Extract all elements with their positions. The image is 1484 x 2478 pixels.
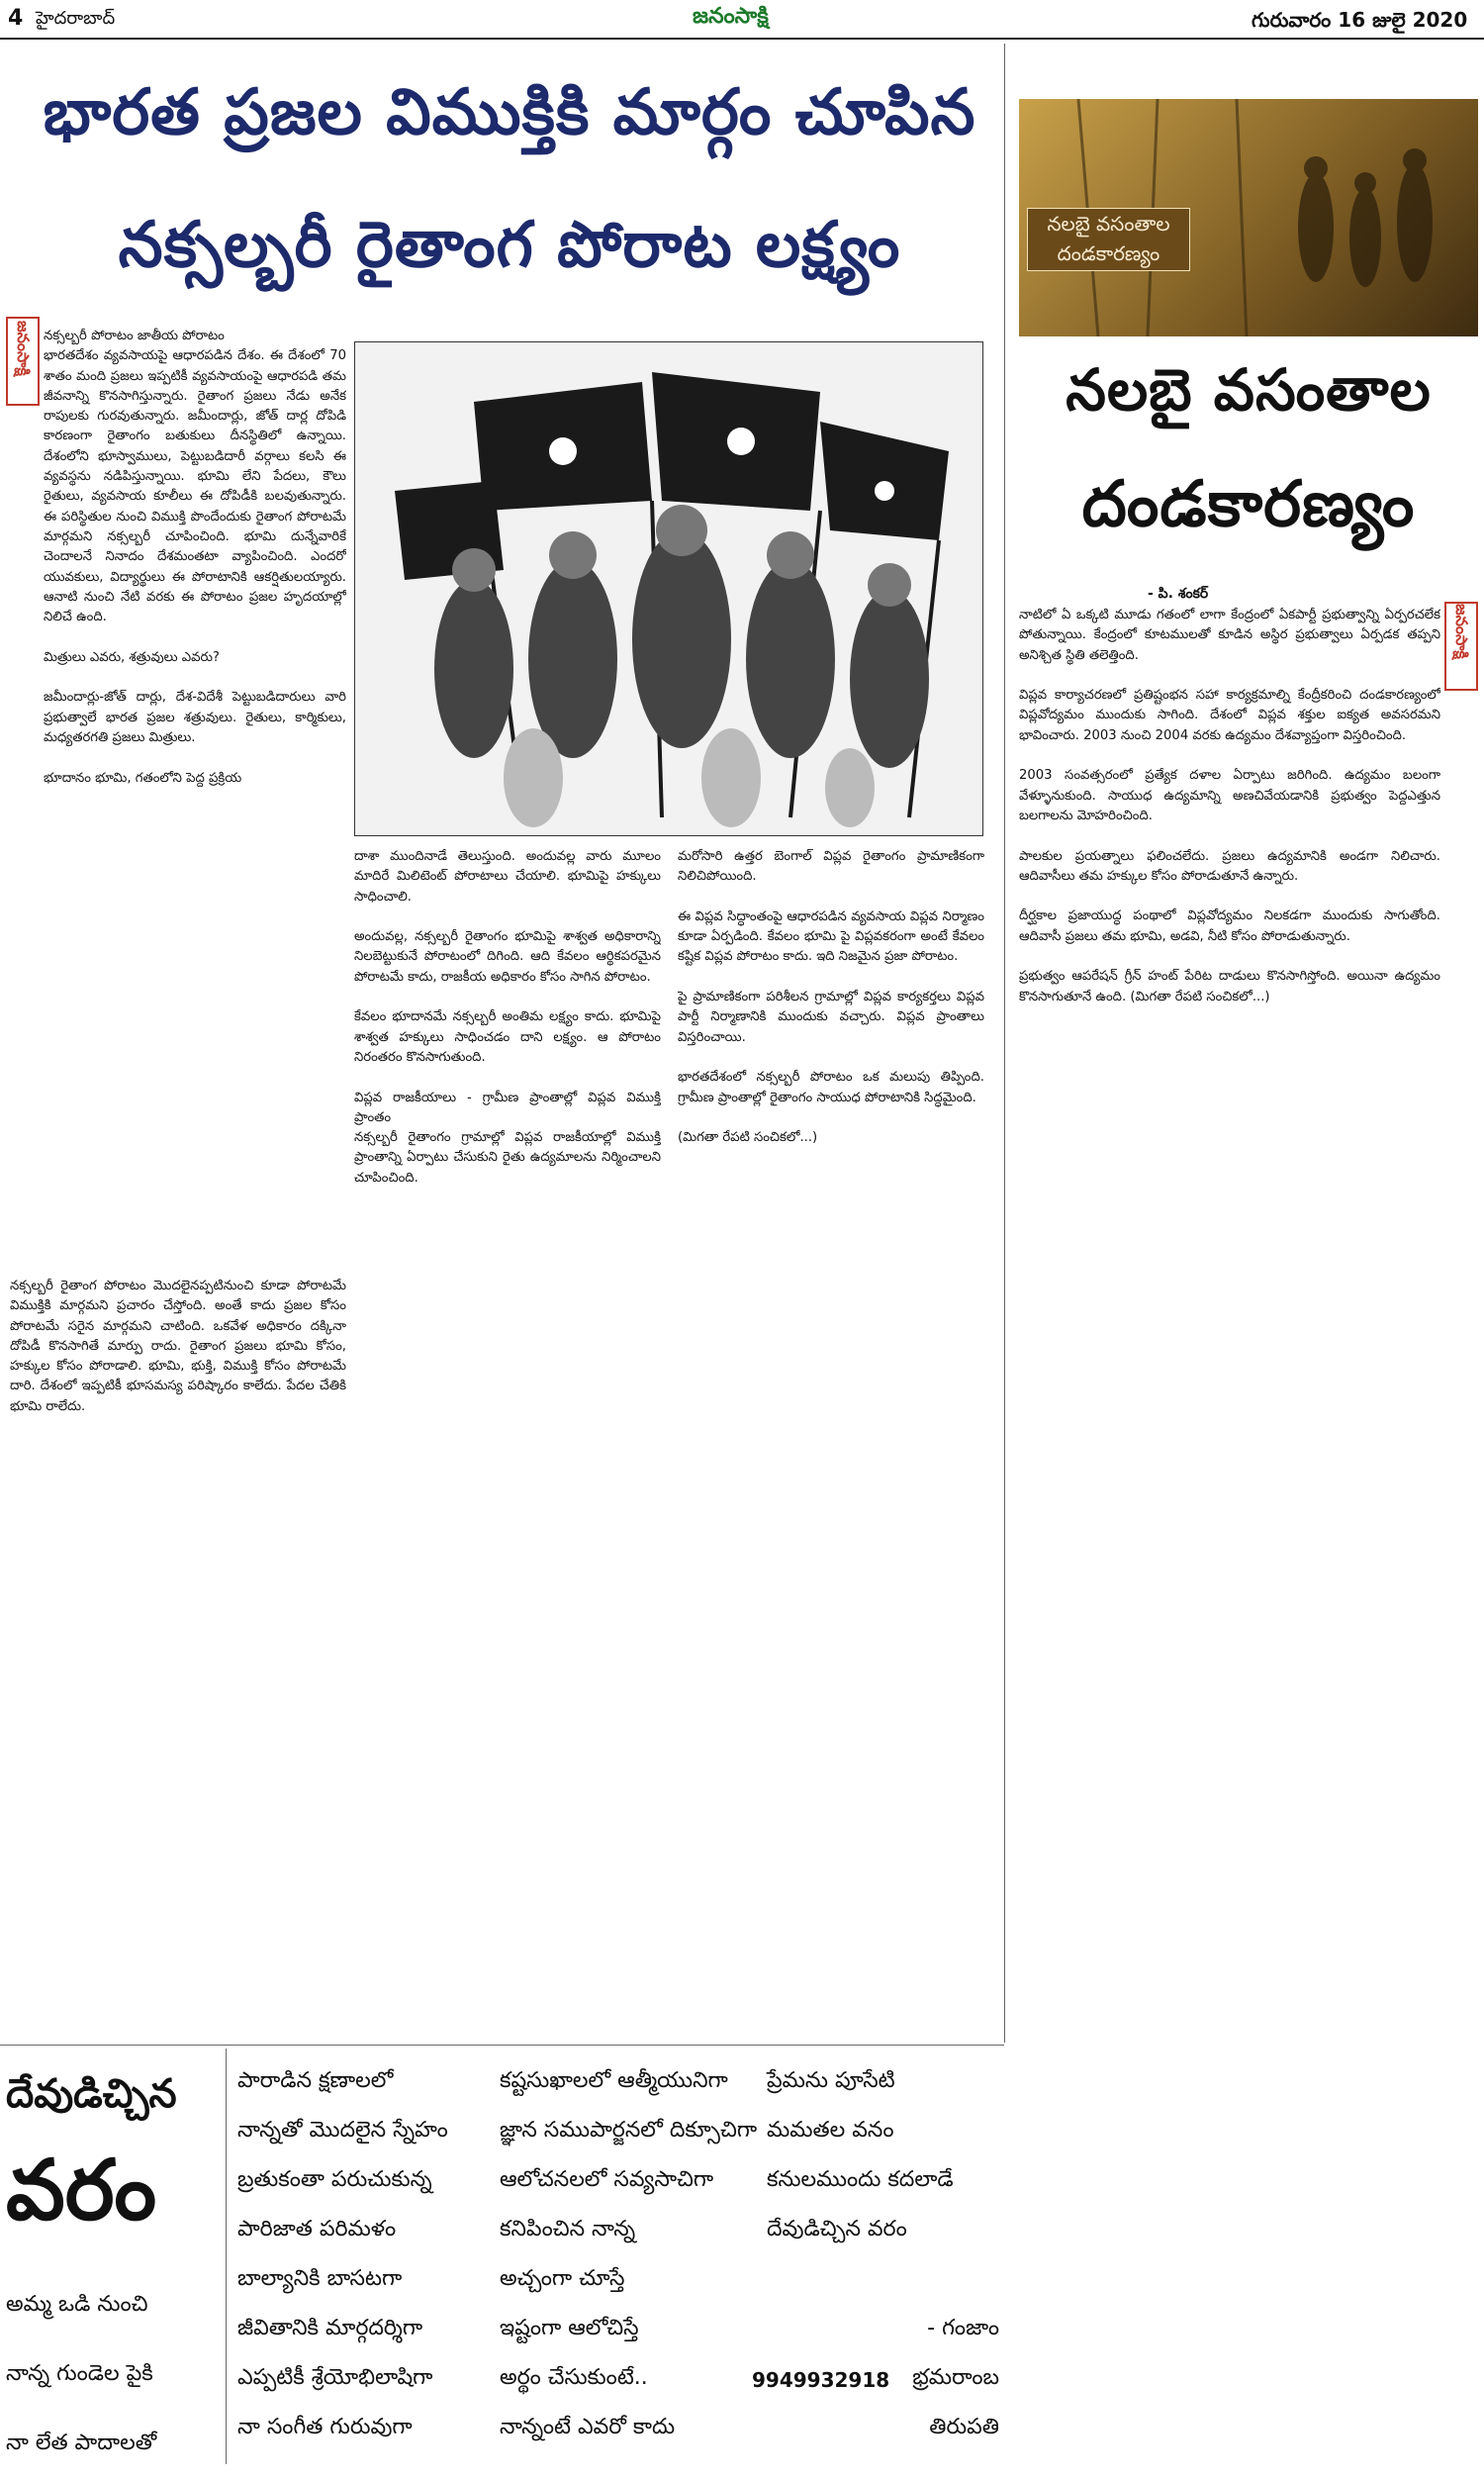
poem-line — [767, 2254, 999, 2304]
poem-line: మమతల వనం — [767, 2118, 894, 2143]
main-article-col1-bottom: నక్సల్బరీ రైతాంగ పోరాటం మొదలైనప్పటినుంచి కూడా పోరాటమే విముక్తికి మార్గమని ప్రచారం చేస్తోంది. అంతే కాదు ప్రజల కోసం పోరాటమే సరైన మార్గమని చాటింది. ఒకవేళ అధికారం దక్కినా దోపిడీ కొనసాగితే మార్పు రాదు. రైతాంగ ప్రజలు భూమి కోసం, హక్కుల కోసం పోరాడాలి. భూమి, భుక్తి, విముక్తి కోసం పోరాటమే దారి. దేశంలో ఇప్పటికీ భూసమస్య పరిష్కారం కాలేదు. పేదల చేతికి భూమి రాలేదు. — [10, 1279, 346, 1414]
side-article-body: నాటిలో ఏ ఒక్కటి మూడు గతంలో లాగా కేంద్రంలో ఏకపార్టీ ప్రభుత్వాన్ని ఏర్పరచలేక పోతున్నాయి. కేంద్రంలో కూటములతో కూడిన అస్థిర ప్రభుత్వాలు ఏర్పడక తప్పని అనిశ్చిత స్థితి తలెత్తింది. విప్లవ కార్యాచరణలో ప్రతిష్టంభన సహా కార్యక్రమాల్ని కేంద్రీకరించి దండకారణ్యంలో విప్లవోద్యమం ముందుకు సాగింది. దేశంలో విప్లవ శక్తుల ఐక్యత అవసరమని భావించారు. 2003 నుంచి 2004 వరకు ఉద్యమం దేశవ్యాప్తంగా విస్తరించింది. 2003 సంవత్సరంలో ప్రత్యేక దళాల ఏర్పాటు జరిగింది. ఉద్యమం బలంగా వేళ్ళూనుకుంది. సాయుధ ఉద్యమాన్ని అణచివేయడానికి ప్రభుత్వం పెద్దఎత్తున బలగాలను మోహరించింది. పాలకుల ప్రయత్నాలు ఫలించలేదు. ప్రజలు ఉద్యమానికి అండగా నిలిచారు. ఆదివాసీలు తమ హక్కుల కోసం పోరాడుతూనే ఉన్నారు. దీర్ఘకాల ప్రజాయుద్ధ పంథాలో విప్లవోద్యమం నిలకడగా ముందుకు సాగుతోంది. ఆదివాసీ ప్రజలు తమ భూమి, అడవి, నీటి కోసం పోరాడుతున్నారు. ప్రభుత్వం ఆపరేషన్ గ్రీన్ హంట్ పేరిట దాడులు కొనసాగిస్తోంది. అయినా ఉద్యమం కొనసాగుతూనే ఉంది. (మిగతా రేపటి సంచికలో...) — [1019, 608, 1440, 1004]
poem-line: అర్థం చేసుకుంటే.. — [500, 2365, 648, 2390]
poem-left-line: నాన్న గుండెల పైకి — [6, 2361, 153, 2386]
poem-line: జీవితానికి మార్గదర్శిగా — [237, 2316, 423, 2340]
poem-line: దేవుడిచ్చిన వరం — [767, 2217, 907, 2241]
banner-label-box — [1027, 208, 1190, 271]
poem-line: కష్టసుఖాలలో ఆత్మీయునిగా — [500, 2068, 728, 2093]
poem-line: బాల్యానికి బాసటగా — [237, 2266, 403, 2291]
dandakaranya-banner-image — [1019, 99, 1478, 336]
main-article-col3: మరోసారి ఉత్తర బెంగాల్ విప్లవ రైతాంగం ప్రామాణికంగా నిలిచిపోయింది. ఈ విప్లవ సిద్ధాంతంపై ఆధారపడిన వ్యవసాయ విప్లవ నిర్మాణం కూడా ఏర్పడింది. కేవలం భూమి పై విప్లవకరంగా అంటే కేవలం కష్టిక విప్లవ పోరాటం కాదు. ఇది నిజమైన ప్రజా పోరాటం. పై ప్రామాణికంగా పరిశీలన గ్రామాల్లో విప్లవ కార్యకర్తలు విప్లవ పార్టీ నిర్మాణానికి ముందుకు వచ్చారు. విప్లవ ప్రాంతాలు విస్తరించాయి. భారతదేశంలో నక్సల్బరీ పోరాటం ఒక మలుపు తిప్పింది. గ్రామీణ ప్రాంతాల్లో రైతాంగం సాయుధ పోరాటానికి సిద్ధమైంది. (మిగతా రేపటి సంచికలో...) — [678, 849, 984, 1146]
poem-line: ఇష్టంగా ఆలోచిస్తే — [500, 2316, 639, 2340]
main-headline-line2: నక్సల్బరీ రైతాంగ పోరాట లక్ష్యం — [118, 209, 901, 282]
poem-col2 — [500, 2056, 758, 2452]
poem-title-line2: వరం — [6, 2142, 157, 2239]
poem-line: కనులముందు కదలాడే — [767, 2167, 954, 2192]
poem-line: ప్రేమను పూసేటి — [767, 2068, 895, 2093]
poem-author-name: భ్రమరాంబ — [912, 2365, 999, 2390]
poem-title-line1: దేవుడిచ్చిన — [6, 2071, 177, 2117]
side-brand-label-text: జనంసాక్షి — [1452, 604, 1471, 659]
column-divider — [1004, 44, 1005, 2043]
main-headline-line1: భారత ప్రజల విముక్తికి మార్గం చూపిన — [43, 76, 976, 149]
poem-author-place: - గంజాం — [927, 2316, 999, 2340]
poem-top-rule — [0, 2045, 1004, 2046]
poem-phone: 9949932918 — [752, 2368, 890, 2392]
edition-city: హైదరాబాద్ — [36, 8, 116, 29]
poem-line: నాన్నంటే ఎవరో కాదు — [500, 2415, 676, 2439]
poem-left-line: నా లేత పాదాలతో — [6, 2430, 157, 2455]
header-rule — [0, 38, 1484, 40]
side-brand-label — [1444, 602, 1478, 691]
poem-line: ఎప్పటికీ శ్రేయోభిలాషిగా — [237, 2365, 433, 2390]
poem-left-lines — [6, 2270, 222, 2478]
brand-label-vertical — [6, 317, 40, 406]
poem-line: నా సంగీత గురువుగా — [237, 2415, 413, 2439]
main-article-col1: నక్సల్బరీ పోరాటం జాతీయ పోరాటం భారతదేశం వ్యవసాయపై ఆధారపడిన దేశం. ఈ దేశంలో 70 శాతం మంది ప్రజలు ఇప్పటికీ వ్యవసాయంపై ఆధారపడి తమ జీవనాన్ని కొనసాగిస్తున్నారు. రైతాంగ ప్రజలు నేడు అనేక రాపులకు గురవుతున్నారు. జమీందార్లు, జోత్ దార్ల దోపిడి కారణంగా రైతాంగం బతుకులు దీనస్థితిలో ఉన్నాయి. దేశంలోని భూస్వాములు, పెట్టుబడిదారీ వర్గాలు కలసి ఈ వ్యవస్థను నడిపిస్తున్నాయి. భూమి లేని పేదలు, కౌలు రైతులు, వ్యవసాయ కూలీలు ఈ దోపిడీకి బలవుతున్నారు. ఈ పరిస్థితుల నుంచి విముక్తి పొందేందుకు రైతాంగ పోరాటమే మార్గమని నక్సల్బరీ చూపించింది. భూమి దున్నేవారికే చెందాలనే నినాదం దేశమంతటా వ్యాపించింది. ఎందరో యువకులు, విద్యార్థులు ఈ పోరాటానికి ఆకర్షితులయ్యారు. ఆనాటి నుంచి నేటి వరకు ఈ పోరాటం ప్రజల హృదయాల్లో నిలిచే ఉంది. మిత్రులు ఎవరు, శత్రువులు ఎవరు? జమీందార్లు-జోత్ దార్లు, దేశ-విదేశీ పెట్టుబడిదారులు వారి ప్రభుత్వాలే భారత ప్రజల శత్రువులు. రైతులు, కార్మికులు, మధ్యతరగతి ప్రజలు మిత్రులు. భూదానం భూమి, గతంలోని పెద్ద ప్రక్రియ — [44, 329, 346, 786]
issue-date: గురువారం 16 జులై 2020 — [1252, 8, 1468, 32]
poem-line: జ్ఞాన సముపార్జనలో దిక్సూచిగా — [500, 2118, 758, 2143]
poem-line: నాన్నతో మొదలైన స్నేహం — [237, 2118, 448, 2143]
poem-line: బ్రతుకంతా పరుచుకున్న — [237, 2167, 432, 2192]
banner-label-line2: దండకారణ్యం — [1057, 241, 1160, 265]
side-byline: - పి. శంకర్ — [1148, 586, 1209, 602]
side-headline-line2: దండకారణ్యం — [1081, 468, 1416, 541]
poem-line: కనిపించిన నాన్న — [500, 2217, 636, 2241]
newspaper-logo: జనంసాక్షి — [693, 4, 769, 29]
poem-left-line: అమ్మ ఒడి నుంచి — [6, 2292, 148, 2317]
main-article-col2: దాశా ముందినాడే తెలుస్తుంది. అందువల్ల వారు మూలం మాదిరే మిలిటెంట్ పోరాటాలు చేయాలి. భూమిపై హక్కులు సాధించాలి. అందువల్ల, నక్సల్బరీ రైతాంగం భూమిపై శాశ్వత అధికారాన్ని నిలబెట్టుకునే పోరాటంలో దిగింది. ఆది కేవలం ఆర్థికపరమైన పోరాటమే కాదు, రాజకీయ అధికారం కోసం సాగిన పోరాటం. కేవలం భూదానమే నక్సల్బరీ అంతిమ లక్ష్యం కాదు. భూమిపై శాశ్వత హక్కులు సాధించడం దాని లక్ష్యం. ఆ పోరాటం నిరంతరం కొనసాగుతుంది. విప్లవ రాజకీయాలు - గ్రామీణ ప్రాంతాల్లో విప్లవ విముక్తి ప్రాంతం నక్సల్బరీ రైతాంగం గ్రామాల్లో విప్లవ రాజకీయాల్లో విముక్తి ప్రాంతాన్ని ఏర్పాటు చేసుకుని రైతు ఉద్యమాలను నిర్మించాలని చూపించింది. — [354, 849, 661, 1186]
poem-line: ఆలోచనలలో సవ్యసాచిగా — [500, 2167, 714, 2192]
poem-line: పారిజాత పరిమళం — [237, 2217, 397, 2241]
page-number: 4 — [8, 6, 24, 31]
banner-label-line1: నలబై వసంతాల — [1047, 212, 1170, 236]
poem-line: అచ్చంగా చూస్తే — [500, 2266, 625, 2291]
side-headline-line1: నలబై వసంతాల — [1066, 356, 1432, 424]
poem-col1 — [237, 2056, 485, 2452]
poem-divider — [226, 2049, 227, 2464]
brand-label-text: జనంసాక్షి — [14, 321, 33, 376]
poem-author-town: తిరుపతి — [929, 2415, 999, 2439]
naxalbari-illustration — [354, 341, 983, 836]
poem-line: పారాడిన క్షణాలలో — [237, 2068, 394, 2093]
